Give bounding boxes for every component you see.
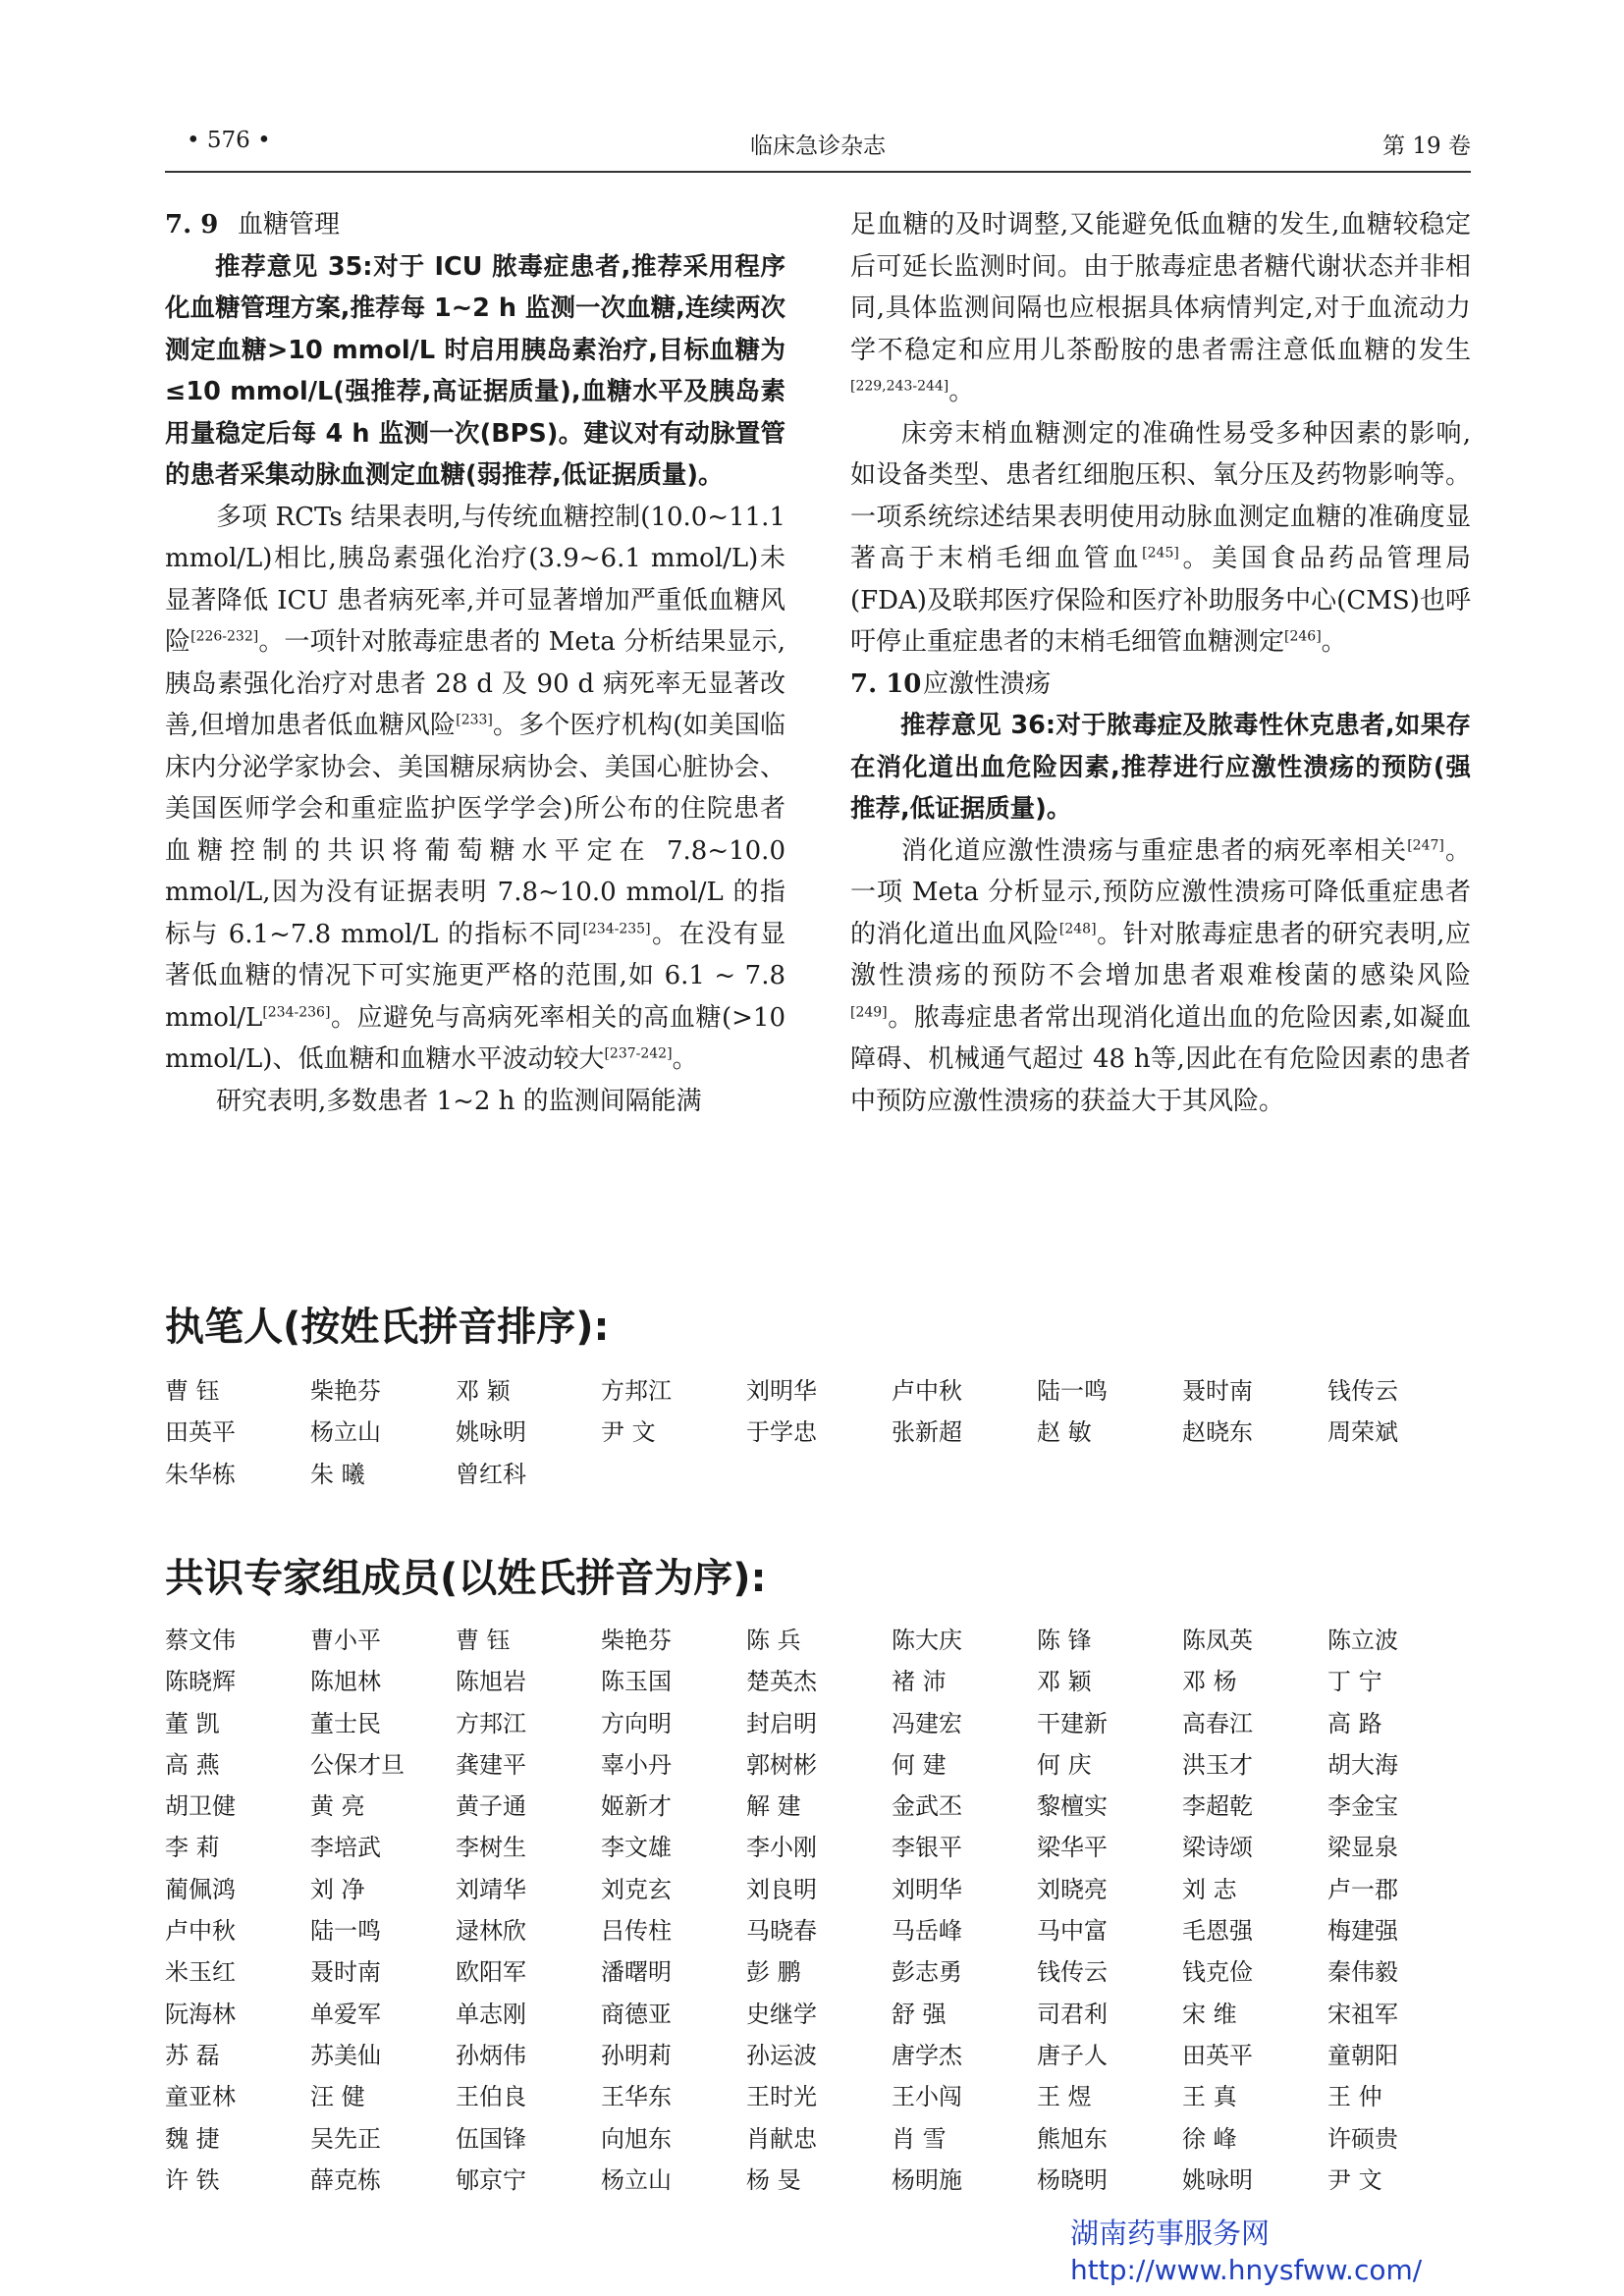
person-name: 朱 曦: [310, 1460, 365, 1488]
experts-heading: 共识专家组成员(以姓氏拼音为序):: [165, 1556, 767, 1601]
person-name: 曹小平: [310, 1627, 381, 1654]
experts-list: [165, 1620, 1461, 2201]
person-name: 杨晓明: [1037, 2165, 1108, 2194]
person-name: 米玉红: [165, 1958, 236, 1987]
citation: [226-232]: [190, 628, 259, 645]
person-name: 刘明华: [892, 1875, 962, 1903]
person-name: 董士民: [310, 1709, 381, 1737]
person-name: 柴艳芬: [310, 1377, 381, 1405]
person-name: 何 庆: [1037, 1750, 1092, 1779]
person-name: 刘晓亮: [1037, 1875, 1108, 1903]
person-name: 钱克俭: [1182, 1958, 1253, 1987]
person-name: 刘靖华: [456, 1875, 526, 1903]
person-name: 曹 钰: [165, 1377, 220, 1405]
person-name: 姚咏明: [1182, 2165, 1253, 2194]
person-name: 孙明莉: [601, 2041, 672, 2069]
person-name: 邓 颖: [1037, 1668, 1092, 1696]
person-name: 魏 捷: [165, 2124, 220, 2153]
person-name: 宋祖军: [1327, 2000, 1398, 2028]
person-name: 彭志勇: [892, 1958, 962, 1987]
person-name: 胡卫健: [165, 1792, 236, 1821]
person-name: 逯林欣: [456, 1917, 526, 1946]
person-name: 杨立山: [601, 2165, 672, 2194]
person-name: 王伯良: [456, 2083, 526, 2111]
person-name: 宋 维: [1182, 2000, 1237, 2028]
person-name: 梁显泉: [1327, 1834, 1398, 1862]
watermark: [1070, 2215, 1463, 2289]
citation: [247]: [1407, 836, 1444, 853]
person-name: 唐学杰: [892, 2041, 962, 2069]
person-name: 彭 鹏: [746, 1958, 801, 1987]
person-name: 丁 宁: [1327, 1668, 1382, 1696]
person-name: 王小闯: [892, 2083, 962, 2111]
person-name: 田英平: [165, 1418, 236, 1447]
person-name: 聂时南: [310, 1958, 381, 1987]
person-name: 肖 雪: [892, 2124, 947, 2153]
recommendation-36: 推荐意见 36:对于脓毒症及脓毒性休克患者,如果存在消化道出血危险因素,推荐进行应激性溃疡的预防(强推荐,低证据质量)。: [850, 711, 1471, 824]
person-name: 薛克栋: [310, 2165, 381, 2194]
person-name: 尹 文: [1327, 2165, 1382, 2194]
journal-name: 临床急诊杂志: [750, 133, 886, 159]
citation: [249]: [850, 1003, 888, 1020]
person-name: 蔺佩鸿: [165, 1875, 236, 1903]
authors-list: [165, 1370, 1461, 1495]
person-name: 尹 文: [601, 1418, 656, 1447]
person-name: 许 铁: [165, 2165, 220, 2194]
person-name: 柴艳芬: [601, 1627, 672, 1654]
person-name: 李金宝: [1327, 1792, 1398, 1821]
paragraph-stress-ulcer: 消化道应激性溃疡与重症患者的病死率相关[247]。一项 Meta 分析显示,预防应激性溃疡可降低重症患者的消化道出血风险[248]。针对脓毒症患者的研究表明,应激性溃疡的预防不会增加患者艰难梭菌的感染风险[249]。脓毒症患者常出现消化道出血的危险因素,如凝血障碍、机械通气超过 48 h等,因此在有危险因素的患者中预防应激性溃疡的获益大于其风险。: [850, 835, 1471, 1116]
person-name: 辜小丹: [601, 1750, 672, 1779]
person-name: 舒 强: [892, 2000, 947, 2028]
person-name: 高春江: [1182, 1709, 1253, 1737]
person-name: 刘明华: [746, 1377, 817, 1405]
watermark-name: 湖南药事服务网: [1070, 2216, 1271, 2250]
person-name: 李培武: [310, 1834, 381, 1862]
person-name: 杨 旻: [746, 2165, 801, 2194]
paragraph-monitoring-start: 研究表明,多数患者 1~2 h 的监测间隔能满: [216, 1086, 702, 1116]
person-name: 许硕贵: [1327, 2124, 1398, 2153]
citation: [234-236]: [262, 1003, 331, 1020]
person-name: 秦伟毅: [1327, 1958, 1398, 1987]
person-name: 肖献忠: [746, 2124, 817, 2153]
person-name: 赵 敏: [1037, 1418, 1092, 1447]
paragraph-monitoring-cont: 足血糖的及时调整,又能避免低血糖的发生,血糖较稳定后可延长监测时间。由于脓毒症患者糖代谢状态并非相同,具体监测间隔也应根据具体病情判定,对于血流动力学不稳定和应用儿茶酚胺的患者需注意低血糖的发生[229,243-244]。: [850, 210, 1471, 406]
person-name: 冯建宏: [892, 1709, 962, 1737]
person-name: 姚咏明: [456, 1418, 526, 1447]
person-name: 杨明施: [892, 2165, 962, 2194]
page-header: [165, 128, 1471, 173]
person-name: 刘良明: [746, 1875, 817, 1903]
person-name: 郭树彬: [746, 1750, 817, 1779]
person-name: 黄子通: [456, 1792, 526, 1821]
right-column: [850, 204, 1471, 1122]
person-name: 洪玉才: [1182, 1750, 1253, 1779]
person-name: 李小刚: [746, 1834, 817, 1862]
person-name: 郇京宁: [456, 2165, 526, 2194]
citation: [229,243-244]: [850, 378, 949, 395]
person-name: 聂时南: [1182, 1377, 1253, 1405]
person-name: 黄 亮: [310, 1792, 365, 1821]
person-name: 潘曙明: [601, 1958, 672, 1987]
person-name: 李 莉: [165, 1834, 220, 1862]
person-name: 李文雄: [601, 1834, 672, 1862]
person-name: 方邦江: [456, 1709, 526, 1737]
person-name: 吴先正: [310, 2124, 381, 2153]
person-name: 史继学: [746, 2000, 817, 2028]
person-name: 吕传柱: [601, 1917, 672, 1946]
person-name: 姬新才: [601, 1792, 672, 1821]
paragraph-bedside-glucose: 床旁末梢血糖测定的准确性易受多种因素的影响,如设备类型、患者红细胞压积、氧分压及药物影响等。一项系统综述结果表明使用动脉血测定血糖的准确度显著高于末梢毛细血管血[245]。美国食品药品管理局(FDA)及联邦医疗保险和医疗补助服务中心(CMS)也呼吁停止重症患者的末梢毛细管血糖测定[246]。: [850, 418, 1471, 657]
person-name: 孙炳伟: [456, 2041, 526, 2069]
authors-heading: 执笔人(按姓氏拼音排序):: [165, 1305, 610, 1350]
person-name: 陈玉国: [601, 1668, 672, 1696]
person-name: 钱传云: [1327, 1377, 1398, 1405]
person-name: 梁华平: [1037, 1834, 1108, 1862]
person-name: 黎檀实: [1037, 1792, 1108, 1821]
person-name: 向旭东: [601, 2124, 672, 2153]
citation: [233]: [456, 712, 493, 728]
recommendation-35: 推荐意见 35:对于 ICU 脓毒症患者,推荐采用程序化血糖管理方案,推荐每 1~2 h 监测一次血糖,连续两次测定血糖>10 mmol/L 时启用胰岛素治疗,目标血糖为≤10 mmol/L(强推荐,高证据质量),血糖水平及胰岛素用量稳定后每 4 h 监测一次(BPS)。建议对有动脉置管的患者采集动脉血测定血糖(弱推荐,低证据质量)。: [165, 251, 785, 490]
person-name: 陈 兵: [746, 1627, 801, 1654]
person-name: 蔡文伟: [165, 1627, 236, 1654]
person-name: 封启明: [746, 1709, 817, 1737]
citation: [237-242]: [604, 1045, 673, 1062]
citation: [234-235]: [582, 920, 651, 936]
person-name: 徐 峰: [1182, 2124, 1237, 2153]
person-name: 高 燕: [165, 1750, 220, 1779]
citation: [246]: [1284, 628, 1322, 645]
person-name: 陈立波: [1327, 1627, 1398, 1654]
person-name: 司君利: [1037, 2000, 1108, 2028]
person-name: 王 煜: [1037, 2083, 1092, 2111]
volume-label: 第 19 卷: [1382, 133, 1471, 159]
person-name: 龚建平: [456, 1750, 526, 1779]
citation: [245]: [1142, 545, 1179, 561]
person-name: 周荣斌: [1327, 1418, 1398, 1447]
person-name: 张新超: [892, 1418, 962, 1447]
person-name: 李树生: [456, 1834, 526, 1862]
person-name: 李超乾: [1182, 1792, 1253, 1821]
person-name: 田英平: [1182, 2041, 1253, 2069]
person-name: 赵晓东: [1182, 1418, 1253, 1447]
person-name: 王华东: [601, 2083, 672, 2111]
left-column: [165, 204, 785, 1122]
citation: [248]: [1058, 920, 1097, 936]
person-name: 金武丕: [892, 1792, 962, 1821]
person-name: 孙运波: [746, 2041, 817, 2069]
person-name: 刘克玄: [601, 1875, 672, 1903]
person-name: 高 路: [1327, 1709, 1382, 1737]
person-name: 阮海林: [165, 2000, 236, 2028]
person-name: 欧阳军: [456, 1958, 526, 1987]
person-name: 苏 磊: [165, 2041, 220, 2069]
person-name: 何 建: [892, 1750, 947, 1779]
person-name: 童朝阳: [1327, 2041, 1398, 2069]
page-number: • 576 •: [187, 128, 271, 153]
person-name: 陈旭岩: [456, 1668, 526, 1696]
person-name: 方向明: [601, 1709, 672, 1737]
person-name: 邓 杨: [1182, 1668, 1237, 1696]
person-name: 曾红科: [456, 1460, 526, 1488]
person-name: 陈凤英: [1182, 1627, 1253, 1654]
person-name: 王 真: [1182, 2083, 1237, 2111]
person-name: 梁诗颂: [1182, 1834, 1253, 1862]
person-name: 干建新: [1037, 1709, 1108, 1737]
person-name: 曹 钰: [456, 1627, 511, 1654]
person-name: 商德亚: [601, 2000, 672, 2028]
person-name: 毛恩强: [1182, 1917, 1253, 1946]
person-name: 陈大庆: [892, 1627, 962, 1654]
person-name: 刘 志: [1182, 1875, 1237, 1903]
person-name: 朱华栋: [165, 1460, 236, 1488]
person-name: 邓 颖: [456, 1377, 511, 1405]
person-name: 于学忠: [746, 1418, 817, 1447]
section-heading-7-9: 7. 9 血糖管理: [165, 210, 341, 240]
person-name: 王时光: [746, 2083, 817, 2111]
paragraph-glucose-evidence: 多项 RCTs 结果表明,与传统血糖控制(10.0~11.1 mmol/L)相比,胰岛素强化治疗(3.9~6.1 mmol/L)未显著降低 ICU 患者病死率,并可显著增加严重低血糖风险[226-232]。一项针对脓毒症患者的 Meta 分析结果显示,胰岛素强化治疗对患者 28 d 及 90 d 病死率无显著改善,但增加患者低血糖风险[233]。多个医疗机构(如美国临床内分泌学家协会、美国糖尿病协会、美国心脏协会、美国医师学会和重症监护医学学会)所公布的住院患者血糖控制的共识将葡萄糖水平定在 7.8~10.0 mmol/L,因为没有证据表明 7.8~10.0 mmol/L 的指标与 6.1~7.8 mmol/L 的指标不同[234-235]。在没有显著低血糖的情况下可实施更严格的范围,如 6.1 ~ 7.8 mmol/L[234-236]。应避免与高病死率相关的高血糖(>10 mmol/L)、低血糖和血糖水平波动较大[237-242]。: [165, 502, 785, 1074]
person-name: 褚 沛: [892, 1668, 947, 1696]
person-name: 钱传云: [1037, 1958, 1108, 1987]
person-name: 卢中秋: [165, 1917, 236, 1946]
person-name: 陆一鸣: [310, 1917, 381, 1946]
person-name: 陆一鸣: [1037, 1377, 1108, 1405]
person-name: 陈晓辉: [165, 1668, 236, 1696]
person-name: 唐子人: [1037, 2041, 1108, 2069]
person-name: 单爱军: [310, 2000, 381, 2028]
watermark-url: http://www.hnysfww.com/: [1070, 2254, 1423, 2286]
person-name: 李银平: [892, 1834, 962, 1862]
person-name: 马岳峰: [892, 1917, 962, 1946]
person-name: 陈旭林: [310, 1668, 381, 1696]
person-name: 卢中秋: [892, 1377, 962, 1405]
person-name: 公保才旦: [310, 1750, 405, 1779]
person-name: 马中富: [1037, 1917, 1108, 1946]
person-name: 方邦江: [601, 1377, 672, 1405]
person-name: 卢一郡: [1327, 1875, 1398, 1903]
person-name: 董 凯: [165, 1709, 220, 1737]
section-heading-7-10: 7. 10应激性溃疡: [850, 668, 1052, 699]
person-name: 汪 健: [310, 2083, 365, 2111]
person-name: 王 仲: [1327, 2083, 1382, 2111]
person-name: 梅建强: [1327, 1917, 1398, 1946]
person-name: 楚英杰: [746, 1668, 817, 1696]
person-name: 刘 净: [310, 1875, 365, 1903]
person-name: 伍国锋: [456, 2124, 526, 2153]
person-name: 胡大海: [1327, 1750, 1398, 1779]
person-name: 解 建: [746, 1792, 801, 1821]
person-name: 苏美仙: [310, 2041, 381, 2069]
person-name: 熊旭东: [1037, 2124, 1108, 2153]
person-name: 单志刚: [456, 2000, 526, 2028]
person-name: 童亚林: [165, 2083, 236, 2111]
person-name: 陈 锋: [1037, 1627, 1092, 1654]
person-name: 马晓春: [746, 1917, 817, 1946]
person-name: 杨立山: [310, 1418, 381, 1447]
